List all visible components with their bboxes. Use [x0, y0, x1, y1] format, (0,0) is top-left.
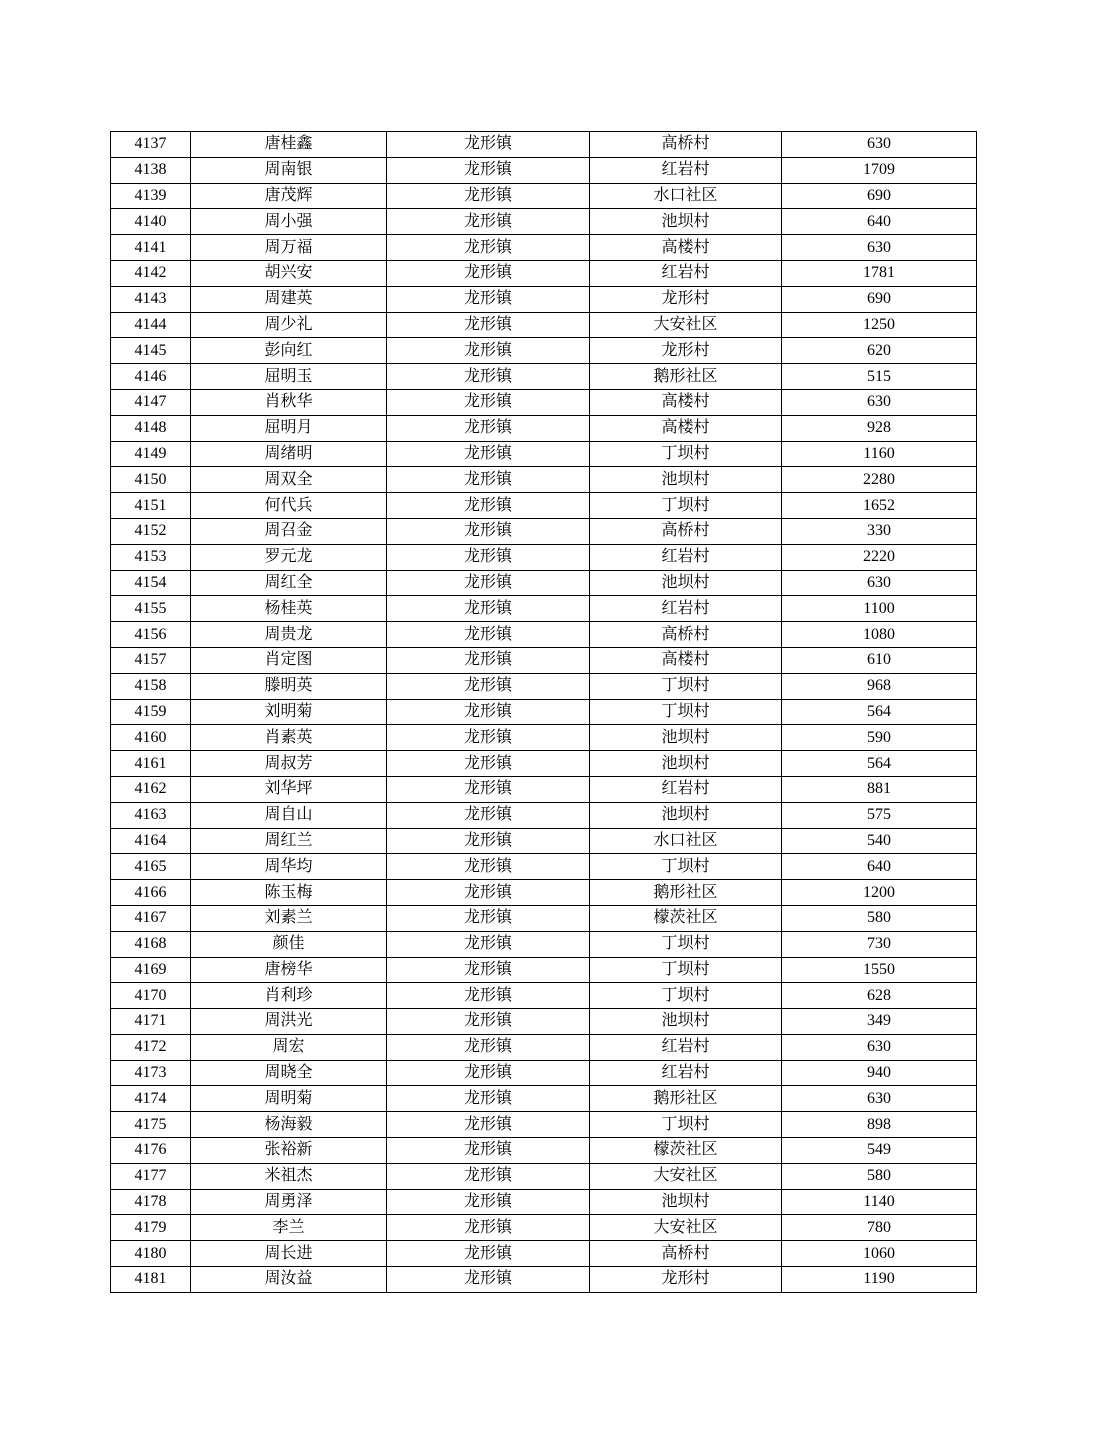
- cell-town: 龙形镇: [387, 828, 590, 854]
- cell-amount: 690: [782, 183, 977, 209]
- cell-id: 4162: [111, 776, 191, 802]
- cell-town: 龙形镇: [387, 802, 590, 828]
- cell-amount: 630: [782, 1034, 977, 1060]
- cell-town: 龙形镇: [387, 286, 590, 312]
- cell-id: 4155: [111, 596, 191, 622]
- cell-amount: 349: [782, 1009, 977, 1035]
- cell-town: 龙形镇: [387, 544, 590, 570]
- table-row: [111, 544, 977, 570]
- cell-name: 周建英: [191, 286, 387, 312]
- cell-town: 龙形镇: [387, 1034, 590, 1060]
- cell-amount: 630: [782, 132, 977, 158]
- table-row: [111, 1086, 977, 1112]
- cell-town: 龙形镇: [387, 183, 590, 209]
- cell-name: 屈明月: [191, 415, 387, 441]
- cell-amount: 1250: [782, 312, 977, 338]
- cell-village: 高桥村: [590, 518, 782, 544]
- cell-village: 红岩村: [590, 157, 782, 183]
- cell-village: 檬茨社区: [590, 1138, 782, 1164]
- cell-id: 4137: [111, 132, 191, 158]
- cell-town: 龙形镇: [387, 673, 590, 699]
- cell-name: 周红兰: [191, 828, 387, 854]
- cell-amount: 1100: [782, 596, 977, 622]
- cell-id: 4138: [111, 157, 191, 183]
- table-row: [111, 596, 977, 622]
- table-row: [111, 364, 977, 390]
- table-row: [111, 157, 977, 183]
- cell-name: 陈玉梅: [191, 880, 387, 906]
- cell-village: 大安社区: [590, 1163, 782, 1189]
- cell-id: 4139: [111, 183, 191, 209]
- cell-name: 张裕新: [191, 1138, 387, 1164]
- cell-amount: 1060: [782, 1241, 977, 1267]
- table-row: [111, 1112, 977, 1138]
- cell-town: 龙形镇: [387, 132, 590, 158]
- cell-name: 李兰: [191, 1215, 387, 1241]
- cell-id: 4153: [111, 544, 191, 570]
- cell-id: 4168: [111, 931, 191, 957]
- cell-village: 高桥村: [590, 1241, 782, 1267]
- cell-town: 龙形镇: [387, 441, 590, 467]
- table-row: [111, 312, 977, 338]
- cell-town: 龙形镇: [387, 338, 590, 364]
- cell-name: 胡兴安: [191, 260, 387, 286]
- cell-village: 鹅形社区: [590, 364, 782, 390]
- cell-amount: 1080: [782, 622, 977, 648]
- table-row: [111, 260, 977, 286]
- cell-town: 龙形镇: [387, 415, 590, 441]
- cell-id: 4154: [111, 570, 191, 596]
- table-row: [111, 983, 977, 1009]
- cell-village: 龙形村: [590, 1267, 782, 1293]
- table-row: [111, 1034, 977, 1060]
- cell-name: 颜佳: [191, 931, 387, 957]
- table-row: [111, 699, 977, 725]
- cell-town: 龙形镇: [387, 1215, 590, 1241]
- cell-town: 龙形镇: [387, 1267, 590, 1293]
- cell-village: 高楼村: [590, 235, 782, 261]
- table-row: [111, 235, 977, 261]
- cell-amount: 1550: [782, 957, 977, 983]
- cell-id: 4142: [111, 260, 191, 286]
- cell-town: 龙形镇: [387, 1189, 590, 1215]
- cell-name: 周华均: [191, 854, 387, 880]
- cell-name: 肖秋华: [191, 389, 387, 415]
- cell-id: 4175: [111, 1112, 191, 1138]
- cell-name: 屈明玉: [191, 364, 387, 390]
- cell-name: 周自山: [191, 802, 387, 828]
- cell-town: 龙形镇: [387, 1112, 590, 1138]
- cell-id: 4177: [111, 1163, 191, 1189]
- cell-id: 4149: [111, 441, 191, 467]
- cell-amount: 630: [782, 570, 977, 596]
- table-row: [111, 1189, 977, 1215]
- table-row: [111, 647, 977, 673]
- table-row: [111, 286, 977, 312]
- cell-village: 红岩村: [590, 1060, 782, 1086]
- cell-name: 周明菊: [191, 1086, 387, 1112]
- cell-village: 高桥村: [590, 622, 782, 648]
- cell-id: 4148: [111, 415, 191, 441]
- cell-amount: 564: [782, 699, 977, 725]
- cell-village: 丁坝村: [590, 699, 782, 725]
- cell-name: 周红全: [191, 570, 387, 596]
- cell-town: 龙形镇: [387, 518, 590, 544]
- cell-amount: 1190: [782, 1267, 977, 1293]
- table-row: [111, 518, 977, 544]
- cell-village: 池坝村: [590, 570, 782, 596]
- cell-village: 池坝村: [590, 725, 782, 751]
- cell-id: 4164: [111, 828, 191, 854]
- cell-village: 红岩村: [590, 776, 782, 802]
- cell-town: 龙形镇: [387, 493, 590, 519]
- table-row: [111, 1215, 977, 1241]
- cell-town: 龙形镇: [387, 699, 590, 725]
- table-row: [111, 828, 977, 854]
- table-row: [111, 570, 977, 596]
- cell-town: 龙形镇: [387, 957, 590, 983]
- cell-id: 4160: [111, 725, 191, 751]
- cell-id: 4151: [111, 493, 191, 519]
- cell-amount: 2220: [782, 544, 977, 570]
- cell-town: 龙形镇: [387, 880, 590, 906]
- cell-town: 龙形镇: [387, 157, 590, 183]
- cell-id: 4180: [111, 1241, 191, 1267]
- cell-amount: 515: [782, 364, 977, 390]
- cell-id: 4167: [111, 905, 191, 931]
- cell-name: 周万福: [191, 235, 387, 261]
- cell-village: 丁坝村: [590, 931, 782, 957]
- cell-amount: 630: [782, 389, 977, 415]
- cell-amount: 780: [782, 1215, 977, 1241]
- cell-amount: 630: [782, 1086, 977, 1112]
- cell-id: 4159: [111, 699, 191, 725]
- cell-name: 唐榜华: [191, 957, 387, 983]
- cell-id: 4145: [111, 338, 191, 364]
- cell-village: 池坝村: [590, 467, 782, 493]
- cell-name: 周贵龙: [191, 622, 387, 648]
- cell-name: 杨桂英: [191, 596, 387, 622]
- cell-id: 4176: [111, 1138, 191, 1164]
- table-row: [111, 209, 977, 235]
- cell-town: 龙形镇: [387, 931, 590, 957]
- table-row: [111, 493, 977, 519]
- cell-amount: 549: [782, 1138, 977, 1164]
- cell-amount: 575: [782, 802, 977, 828]
- cell-amount: 640: [782, 209, 977, 235]
- cell-id: 4146: [111, 364, 191, 390]
- cell-id: 4174: [111, 1086, 191, 1112]
- cell-id: 4161: [111, 751, 191, 777]
- cell-amount: 564: [782, 751, 977, 777]
- cell-village: 红岩村: [590, 1034, 782, 1060]
- cell-name: 罗元龙: [191, 544, 387, 570]
- cell-name: 周洪光: [191, 1009, 387, 1035]
- cell-amount: 968: [782, 673, 977, 699]
- cell-amount: 640: [782, 854, 977, 880]
- cell-id: 4172: [111, 1034, 191, 1060]
- cell-town: 龙形镇: [387, 209, 590, 235]
- cell-village: 水口社区: [590, 183, 782, 209]
- cell-town: 龙形镇: [387, 1163, 590, 1189]
- cell-id: 4157: [111, 647, 191, 673]
- cell-village: 檬茨社区: [590, 905, 782, 931]
- cell-name: 周少礼: [191, 312, 387, 338]
- table-row: [111, 132, 977, 158]
- cell-amount: 628: [782, 983, 977, 1009]
- cell-id: 4141: [111, 235, 191, 261]
- table-row: [111, 1241, 977, 1267]
- table-row: [111, 1267, 977, 1293]
- cell-village: 大安社区: [590, 1215, 782, 1241]
- cell-id: 4178: [111, 1189, 191, 1215]
- cell-village: 丁坝村: [590, 957, 782, 983]
- cell-village: 红岩村: [590, 544, 782, 570]
- cell-name: 唐茂辉: [191, 183, 387, 209]
- table-row: [111, 751, 977, 777]
- cell-town: 龙形镇: [387, 983, 590, 1009]
- cell-amount: 690: [782, 286, 977, 312]
- cell-town: 龙形镇: [387, 905, 590, 931]
- cell-amount: 2280: [782, 467, 977, 493]
- table-row: [111, 776, 977, 802]
- cell-amount: 630: [782, 235, 977, 261]
- table-row: [111, 854, 977, 880]
- cell-id: 4147: [111, 389, 191, 415]
- cell-town: 龙形镇: [387, 467, 590, 493]
- cell-name: 杨海毅: [191, 1112, 387, 1138]
- cell-name: 周叔芳: [191, 751, 387, 777]
- table-row: [111, 725, 977, 751]
- table-row: [111, 415, 977, 441]
- cell-id: 4165: [111, 854, 191, 880]
- cell-id: 4171: [111, 1009, 191, 1035]
- cell-town: 龙形镇: [387, 364, 590, 390]
- table-row: [111, 1009, 977, 1035]
- cell-name: 肖定图: [191, 647, 387, 673]
- table-row: [111, 905, 977, 931]
- cell-town: 龙形镇: [387, 570, 590, 596]
- cell-village: 龙形村: [590, 338, 782, 364]
- cell-id: 4140: [111, 209, 191, 235]
- cell-amount: 610: [782, 647, 977, 673]
- cell-id: 4163: [111, 802, 191, 828]
- cell-village: 鹅形社区: [590, 1086, 782, 1112]
- cell-amount: 1781: [782, 260, 977, 286]
- table-row: [111, 802, 977, 828]
- cell-name: 周召金: [191, 518, 387, 544]
- table-row: [111, 441, 977, 467]
- cell-village: 高楼村: [590, 647, 782, 673]
- cell-amount: 1652: [782, 493, 977, 519]
- cell-name: 周双全: [191, 467, 387, 493]
- cell-village: 池坝村: [590, 751, 782, 777]
- cell-name: 周勇泽: [191, 1189, 387, 1215]
- cell-village: 丁坝村: [590, 983, 782, 1009]
- cell-town: 龙形镇: [387, 1060, 590, 1086]
- cell-name: 彭向红: [191, 338, 387, 364]
- cell-id: 4181: [111, 1267, 191, 1293]
- cell-amount: 928: [782, 415, 977, 441]
- cell-village: 丁坝村: [590, 1112, 782, 1138]
- cell-village: 红岩村: [590, 596, 782, 622]
- cell-id: 4179: [111, 1215, 191, 1241]
- cell-amount: 940: [782, 1060, 977, 1086]
- cell-village: 大安社区: [590, 312, 782, 338]
- cell-amount: 330: [782, 518, 977, 544]
- table-row: [111, 1138, 977, 1164]
- cell-town: 龙形镇: [387, 235, 590, 261]
- cell-town: 龙形镇: [387, 751, 590, 777]
- cell-name: 周绪明: [191, 441, 387, 467]
- table-body: [111, 132, 977, 1293]
- cell-town: 龙形镇: [387, 854, 590, 880]
- cell-village: 丁坝村: [590, 673, 782, 699]
- cell-village: 丁坝村: [590, 441, 782, 467]
- table-row: [111, 338, 977, 364]
- table-row: [111, 1060, 977, 1086]
- cell-village: 池坝村: [590, 1189, 782, 1215]
- table-row: [111, 389, 977, 415]
- cell-id: 4173: [111, 1060, 191, 1086]
- table-row: [111, 673, 977, 699]
- cell-town: 龙形镇: [387, 622, 590, 648]
- table-row: [111, 183, 977, 209]
- cell-village: 丁坝村: [590, 854, 782, 880]
- cell-amount: 730: [782, 931, 977, 957]
- cell-amount: 590: [782, 725, 977, 751]
- cell-name: 肖利珍: [191, 983, 387, 1009]
- cell-name: 周小强: [191, 209, 387, 235]
- cell-name: 周晓全: [191, 1060, 387, 1086]
- table-row: [111, 957, 977, 983]
- cell-town: 龙形镇: [387, 1241, 590, 1267]
- cell-id: 4144: [111, 312, 191, 338]
- cell-id: 4150: [111, 467, 191, 493]
- table-row: [111, 880, 977, 906]
- cell-name: 刘华坪: [191, 776, 387, 802]
- cell-village: 红岩村: [590, 260, 782, 286]
- cell-id: 4169: [111, 957, 191, 983]
- cell-name: 周汝益: [191, 1267, 387, 1293]
- cell-town: 龙形镇: [387, 389, 590, 415]
- cell-id: 4166: [111, 880, 191, 906]
- table-row: [111, 1163, 977, 1189]
- cell-village: 丁坝村: [590, 493, 782, 519]
- cell-town: 龙形镇: [387, 1086, 590, 1112]
- cell-village: 高楼村: [590, 389, 782, 415]
- cell-town: 龙形镇: [387, 1138, 590, 1164]
- cell-village: 池坝村: [590, 209, 782, 235]
- cell-village: 池坝村: [590, 1009, 782, 1035]
- cell-village: 高楼村: [590, 415, 782, 441]
- table-row: [111, 622, 977, 648]
- cell-village: 高桥村: [590, 132, 782, 158]
- cell-town: 龙形镇: [387, 260, 590, 286]
- cell-name: 唐桂鑫: [191, 132, 387, 158]
- cell-amount: 1140: [782, 1189, 977, 1215]
- cell-village: 池坝村: [590, 802, 782, 828]
- cell-name: 周宏: [191, 1034, 387, 1060]
- cell-id: 4152: [111, 518, 191, 544]
- cell-id: 4156: [111, 622, 191, 648]
- cell-amount: 1160: [782, 441, 977, 467]
- cell-town: 龙形镇: [387, 312, 590, 338]
- cell-village: 鹅形社区: [590, 880, 782, 906]
- cell-town: 龙形镇: [387, 1009, 590, 1035]
- cell-amount: 881: [782, 776, 977, 802]
- cell-village: 龙形村: [590, 286, 782, 312]
- cell-amount: 580: [782, 1163, 977, 1189]
- cell-village: 水口社区: [590, 828, 782, 854]
- cell-id: 4170: [111, 983, 191, 1009]
- cell-name: 周长进: [191, 1241, 387, 1267]
- cell-town: 龙形镇: [387, 596, 590, 622]
- cell-town: 龙形镇: [387, 725, 590, 751]
- cell-amount: 580: [782, 905, 977, 931]
- table-container: [110, 131, 977, 1293]
- cell-name: 米祖杰: [191, 1163, 387, 1189]
- cell-name: 刘素兰: [191, 905, 387, 931]
- cell-amount: 540: [782, 828, 977, 854]
- cell-id: 4158: [111, 673, 191, 699]
- cell-name: 肖素英: [191, 725, 387, 751]
- cell-town: 龙形镇: [387, 776, 590, 802]
- table-row: [111, 931, 977, 957]
- cell-amount: 620: [782, 338, 977, 364]
- cell-name: 滕明英: [191, 673, 387, 699]
- cell-name: 何代兵: [191, 493, 387, 519]
- cell-name: 刘明菊: [191, 699, 387, 725]
- cell-name: 周南银: [191, 157, 387, 183]
- cell-amount: 1200: [782, 880, 977, 906]
- cell-town: 龙形镇: [387, 647, 590, 673]
- cell-amount: 1709: [782, 157, 977, 183]
- cell-id: 4143: [111, 286, 191, 312]
- table-row: [111, 467, 977, 493]
- cell-amount: 898: [782, 1112, 977, 1138]
- data-table: [110, 131, 977, 1293]
